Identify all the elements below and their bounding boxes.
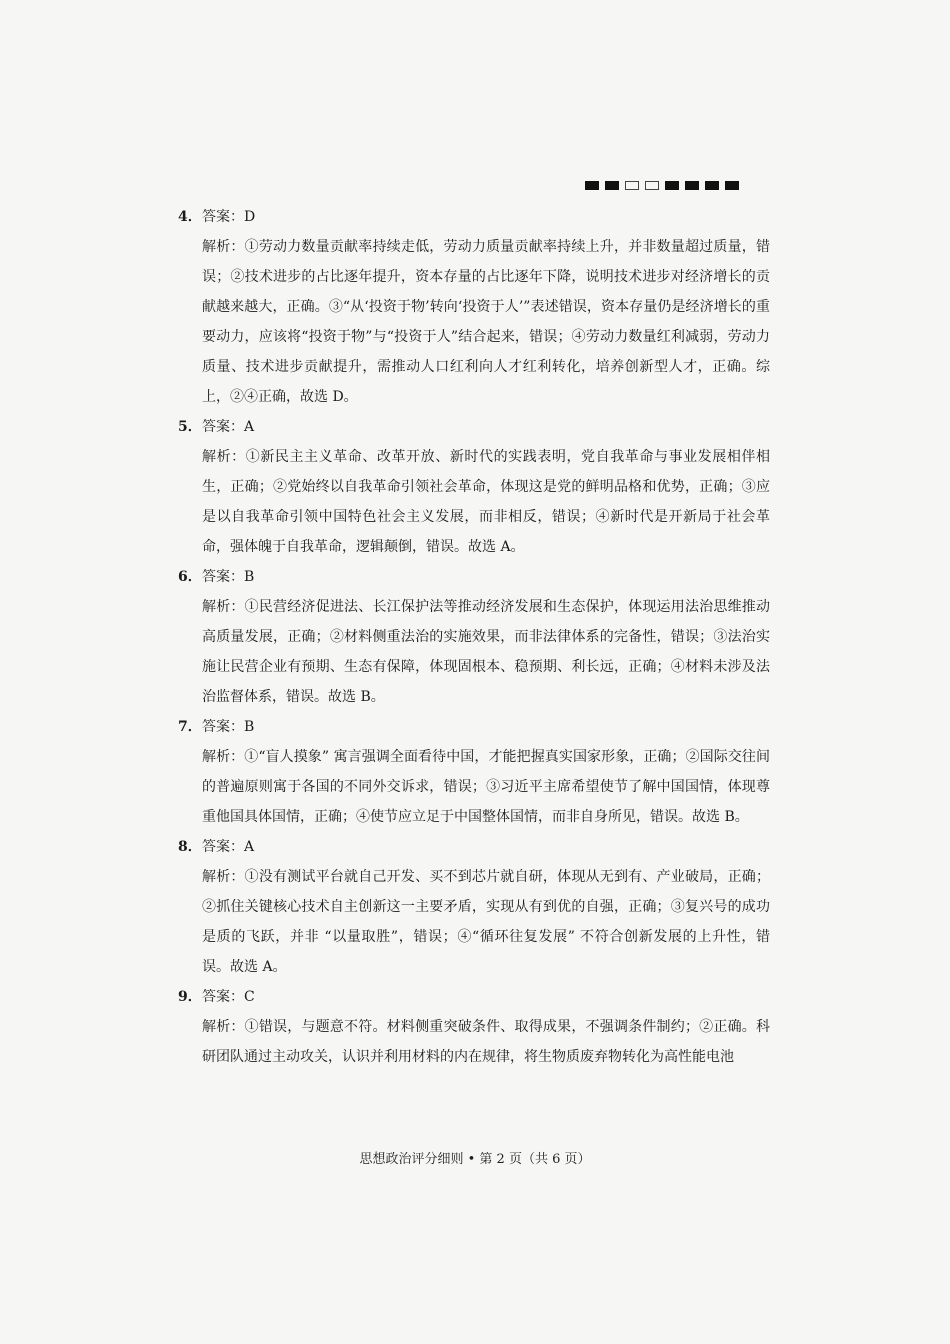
answer-text: 答案：D	[202, 209, 256, 225]
question-6	[178, 562, 770, 712]
explanation-text: 解析：①错误，与题意不符。材料侧重突破条件、取得成果，不强调条件制约；②正确。科研团队通过主动攻关，认识并利用材料的内在规律，将生物质废弃物转化为高性能电池	[202, 1019, 770, 1065]
answer-text: 答案：A	[202, 419, 255, 435]
answer-line	[178, 712, 770, 742]
page-footer: 思想政治评分细则 • 第 2 页（共 6 页）	[359, 1152, 591, 1167]
question-8	[178, 832, 770, 982]
answer-line	[178, 982, 770, 1012]
question-number: 6．	[178, 569, 202, 585]
explanation-text: 解析：①民营经济促进法、长江保护法等推动经济发展和生态保护，体现运用法治思维推动高质量发展，正确；②材料侧重法治的实施效果，而非法律体系的完备性，错误；③法治实施让民营企业有预期、生态有保障，体现固根本、稳预期、利长远，正确；④材料未涉及法治监督体系，错误。故选 B。	[202, 599, 770, 705]
question-number: 7．	[178, 719, 202, 735]
answer-text: 答案：B	[202, 569, 255, 585]
answer-text: 答案：B	[202, 719, 255, 735]
explanation-text: 解析：①劳动力数量贡献率持续走低，劳动力质量贡献率持续上升，并非数量超过质量，错误；②技术进步的占比逐年提升，资本存量的占比逐年下降，说明技术进步对经济增长的贡献越来越大，正确。③“从‘投资于物’转向‘投资于人’”表述错误，资本存量仍是经济增长的重要动力，应该将“投资于物”与“投资于人”结合起来，错误；④劳动力数量红利减弱，劳动力质量、技术进步贡献提升，需推动人口红利向人才红利转化，培养创新型人才，正确。综上，②④正确，故选 D。	[202, 239, 770, 405]
question-number: 8．	[178, 839, 202, 855]
question-number: 9．	[178, 989, 202, 1005]
explanation-text: 解析：①新民主主义革命、改革开放、新时代的实践表明，党自我革命与事业发展相伴相生，正确；②党始终以自我革命引领社会革命，体现这是党的鲜明品格和优势，正确；③应是以自我革命引领中国特色社会主义发展，而非相反，错误；④新时代是开新局于社会革命，强体魄于自我革命，逻辑颠倒，错误。故选 A。	[202, 449, 770, 555]
question-number: 5．	[178, 419, 202, 435]
question-7	[178, 712, 770, 832]
explanation-text: 解析：①“盲人摸象” 寓言强调全面看待中国，才能把握真实国家形象，正确；②国际交往间的普遍原则寓于各国的不同外交诉求，错误；③习近平主席希望使节了解中国国情，体现尊重他国具体国情，正确；④使节应立足于中国整体国情，而非自身所见，错误。故选 B。	[202, 749, 770, 825]
explanation-text: 解析：①没有测试平台就自己开发、买不到芯片就自研，体现从无到有、产业破局，正确；②抓住关键核心技术自主创新这一主要矛盾，实现从有到优的自强，正确；③复兴号的成功是质的飞跃，并非 “以量取胜”，错误；④“循环往复发展” 不符合创新发展的上升性，错误。故选 A。	[202, 869, 770, 975]
question-9	[178, 982, 770, 1072]
answer-line	[178, 832, 770, 862]
hollow-square-icon	[645, 181, 659, 190]
answer-line	[178, 412, 770, 442]
answer-line	[178, 562, 770, 592]
answer-line	[178, 202, 770, 232]
answer-list	[178, 202, 770, 1072]
filled-square-icon	[725, 181, 739, 190]
question-5	[178, 412, 770, 562]
hollow-square-icon	[625, 181, 639, 190]
header-marks	[585, 181, 739, 190]
filled-square-icon	[685, 181, 699, 190]
filled-square-icon	[705, 181, 719, 190]
filled-square-icon	[585, 181, 599, 190]
answer-text: 答案：C	[202, 989, 255, 1005]
question-4	[178, 202, 770, 412]
question-number: 4．	[178, 209, 202, 225]
filled-square-icon	[605, 181, 619, 190]
filled-square-icon	[665, 181, 679, 190]
answer-text: 答案：A	[202, 839, 255, 855]
